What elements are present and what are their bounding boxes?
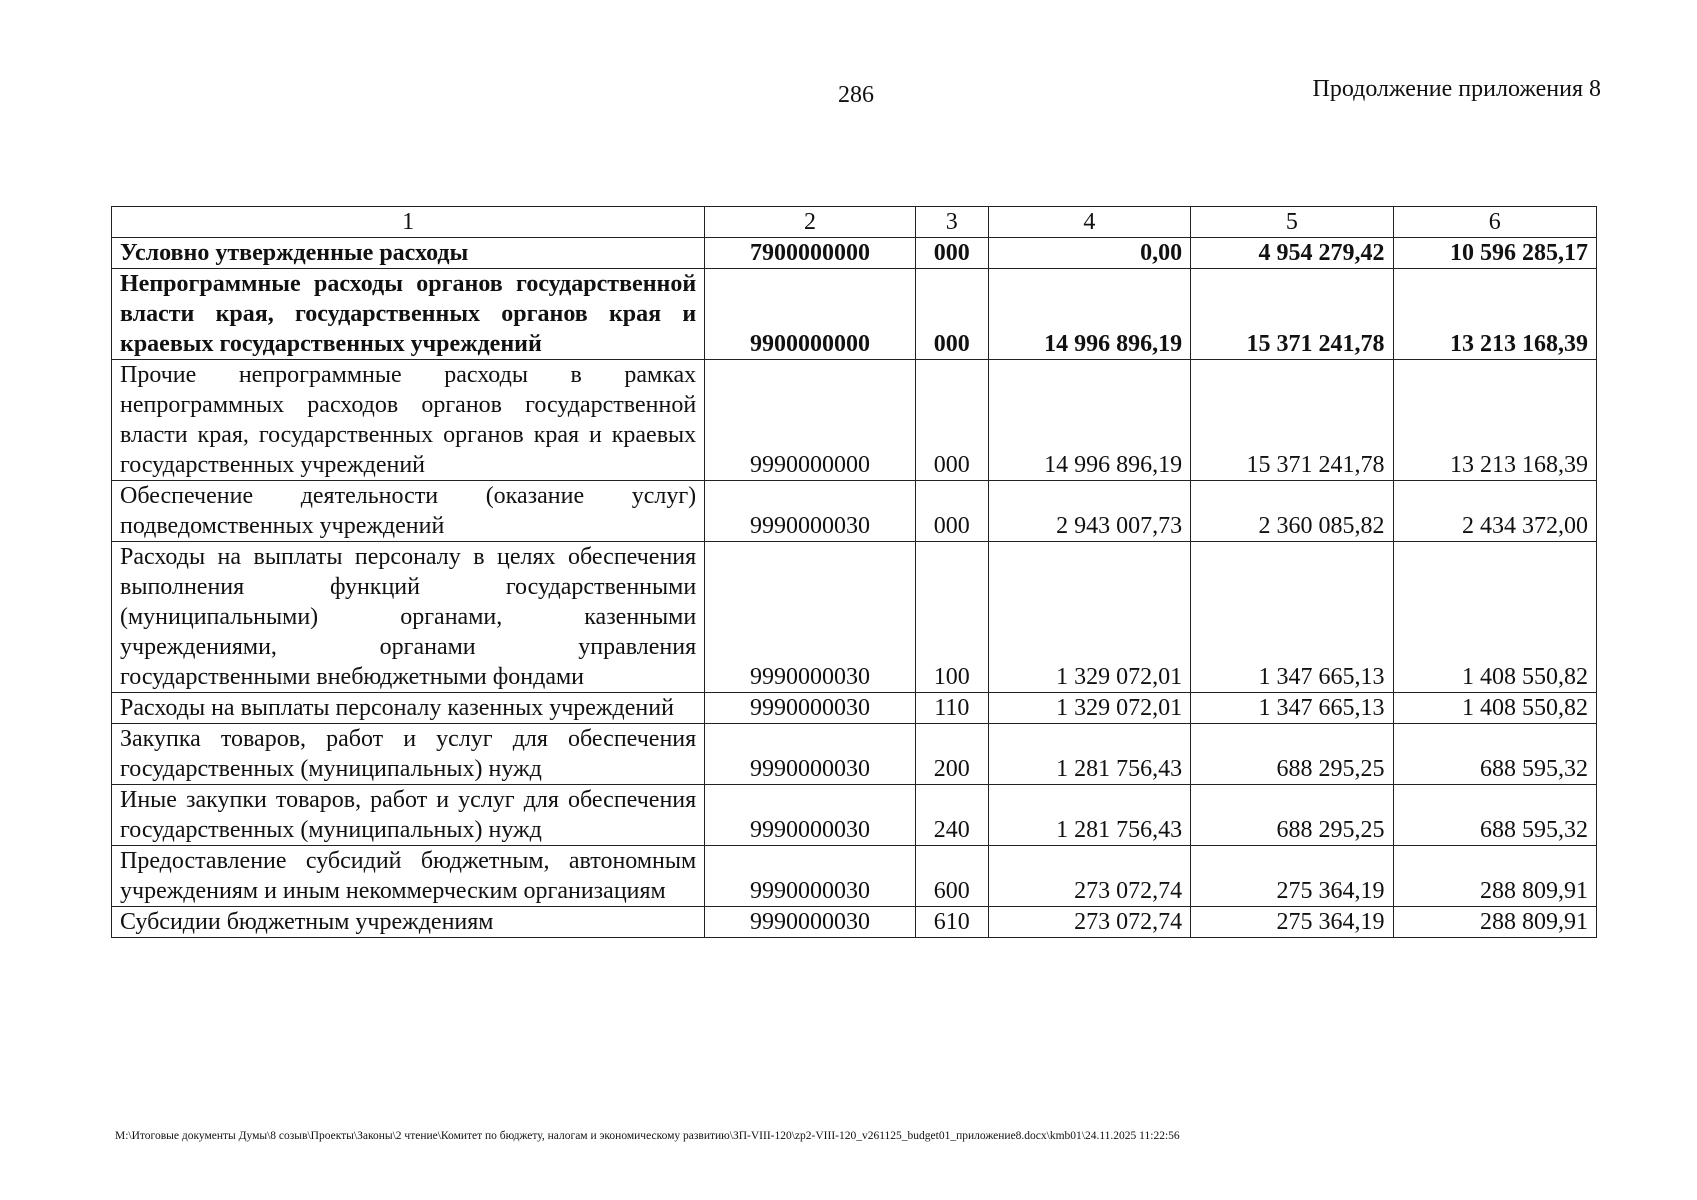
column-number: 3 [915,207,988,238]
target-article-code-cell: 9990000030 [705,846,916,907]
amount-year-1-cell: 1 281 756,43 [988,785,1190,846]
table-row [112,785,1597,846]
amount-year-1-cell: 273 072,74 [988,846,1190,907]
expense-type-code-cell: 000 [915,481,988,542]
target-article-code-cell: 9990000000 [705,360,916,481]
expense-type-code-cell: 000 [915,269,988,360]
amount-year-3-cell: 10 596 285,17 [1393,238,1596,269]
amount-year-1-cell: 14 996 896,19 [988,360,1190,481]
amount-year-3-cell: 288 809,91 [1393,907,1596,938]
amount-year-2-cell: 4 954 279,42 [1191,238,1393,269]
expense-name-cell: Расходы на выплаты персоналу в целях обеспечения выполнения функций государственными (муниципальными) органами, казенными учреждениями, органами управления государственными внебюджетными фондами [112,542,705,693]
amount-year-2-cell: 1 347 665,13 [1191,693,1393,724]
expense-type-code-cell: 000 [915,238,988,269]
table-row [112,693,1597,724]
amount-year-1-cell: 273 072,74 [988,907,1190,938]
amount-year-3-cell: 688 595,32 [1393,724,1596,785]
expense-name-cell: Условно утвержденные расходы [112,238,705,269]
expense-type-code-cell: 100 [915,542,988,693]
expense-name-cell: Прочие непрограммные расходы в рамках непрограммных расходов органов государственной власти края, государственных органов края и краевых государственных учреждений [112,360,705,481]
amount-year-2-cell: 2 360 085,82 [1191,481,1393,542]
target-article-code-cell: 9900000000 [705,269,916,360]
amount-year-1-cell: 1 281 756,43 [988,724,1190,785]
page-number: 286 [838,82,874,108]
expense-name-cell: Предоставление субсидий бюджетным, автономным учреждениям и иным некоммерческим организациям [112,846,705,907]
target-article-code-cell: 9990000030 [705,907,916,938]
expense-name-cell: Иные закупки товаров, работ и услуг для обеспечения государственных (муниципальных) нужд [112,785,705,846]
column-number: 2 [705,207,916,238]
target-article-code-cell: 9990000030 [705,481,916,542]
expense-type-code-cell: 000 [915,360,988,481]
budget-table [111,206,1597,938]
target-article-code-cell: 7900000000 [705,238,916,269]
amount-year-3-cell: 13 213 168,39 [1393,269,1596,360]
appendix-continuation-label: Продолжение приложения 8 [1312,76,1601,102]
table-row [112,269,1597,360]
expense-name-cell: Обеспечение деятельности (оказание услуг) подведомственных учреждений [112,481,705,542]
table-row [112,360,1597,481]
amount-year-1-cell: 1 329 072,01 [988,542,1190,693]
table-row [112,238,1597,269]
table-row [112,846,1597,907]
expense-name-cell: Субсидии бюджетным учреждениям [112,907,705,938]
document-file-path: M:\Итоговые документы Думы\8 созыв\Проекты\Законы\2 чтение\Комитет по бюджету, налогам и экономическому развитию\ЗП-VIII-120\zp2-VIII-120_v261125_budget01_приложение8.docx\kmb01\24.11.2025 11:22:56 [115,1130,1180,1142]
table-row [112,907,1597,938]
amount-year-3-cell: 13 213 168,39 [1393,360,1596,481]
amount-year-1-cell: 1 329 072,01 [988,693,1190,724]
expense-name-cell: Расходы на выплаты персоналу казенных учреждений [112,693,705,724]
amount-year-2-cell: 15 371 241,78 [1191,360,1393,481]
amount-year-3-cell: 1 408 550,82 [1393,693,1596,724]
amount-year-3-cell: 2 434 372,00 [1393,481,1596,542]
amount-year-2-cell: 688 295,25 [1191,785,1393,846]
column-number-row [112,207,1597,238]
table-row [112,724,1597,785]
expense-type-code-cell: 110 [915,693,988,724]
expense-type-code-cell: 240 [915,785,988,846]
amount-year-3-cell: 1 408 550,82 [1393,542,1596,693]
column-number: 5 [1191,207,1393,238]
target-article-code-cell: 9990000030 [705,724,916,785]
amount-year-2-cell: 275 364,19 [1191,907,1393,938]
column-number: 6 [1393,207,1596,238]
table-row [112,481,1597,542]
amount-year-2-cell: 1 347 665,13 [1191,542,1393,693]
table-row [112,542,1597,693]
target-article-code-cell: 9990000030 [705,542,916,693]
expense-type-code-cell: 200 [915,724,988,785]
amount-year-2-cell: 275 364,19 [1191,846,1393,907]
target-article-code-cell: 9990000030 [705,785,916,846]
expense-type-code-cell: 610 [915,907,988,938]
amount-year-2-cell: 688 295,25 [1191,724,1393,785]
amount-year-1-cell: 14 996 896,19 [988,269,1190,360]
expense-type-code-cell: 600 [915,846,988,907]
amount-year-1-cell: 0,00 [988,238,1190,269]
column-number: 4 [988,207,1190,238]
target-article-code-cell: 9990000030 [705,693,916,724]
amount-year-1-cell: 2 943 007,73 [988,481,1190,542]
amount-year-3-cell: 688 595,32 [1393,785,1596,846]
expense-name-cell: Непрограммные расходы органов государственной власти края, государственных органов края и краевых государственных учреждений [112,269,705,360]
amount-year-3-cell: 288 809,91 [1393,846,1596,907]
amount-year-2-cell: 15 371 241,78 [1191,269,1393,360]
expense-name-cell: Закупка товаров, работ и услуг для обеспечения государственных (муниципальных) нужд [112,724,705,785]
column-number: 1 [112,207,705,238]
